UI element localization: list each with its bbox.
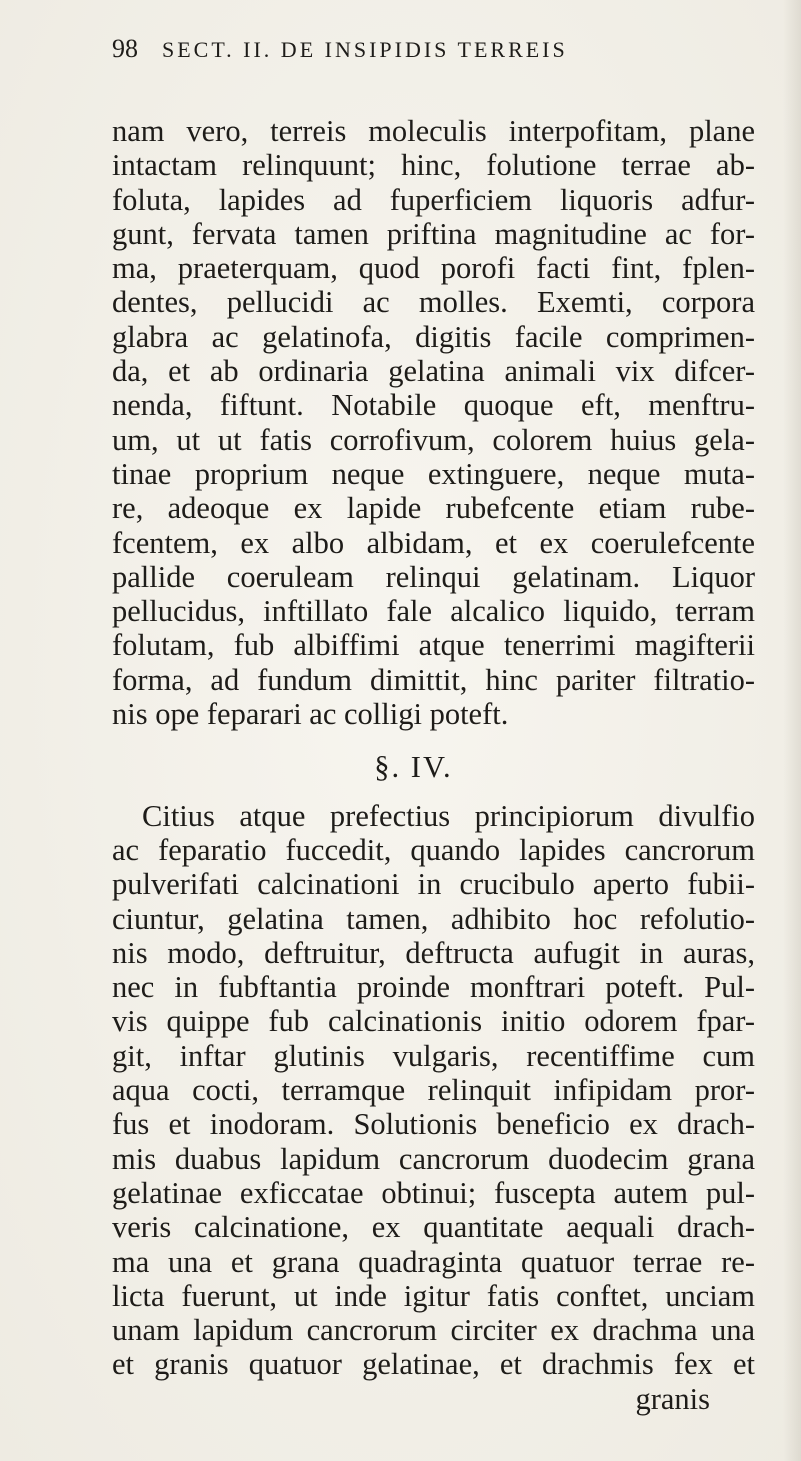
text-line: forma, ad fundum dimittit, hinc pariter filtratio- (112, 662, 755, 697)
text-line: dentes, pellucidi ac molles. Exemti, corpora (112, 285, 755, 320)
text-line: nec in fubftantia proinde monftrari poteft. Pul- (112, 970, 755, 1005)
text-line: licta fuerunt, ut inde igitur fatis conftet, unciam (112, 1278, 755, 1313)
text-line: unam lapidum cancrorum circiter ex drachma una (112, 1313, 755, 1348)
text-line: pallide coeruleam relinqui gelatinam. Liquor (112, 559, 755, 594)
text-line: da, et ab ordinaria gelatina animali vix difcer- (112, 354, 755, 389)
text-line: tinae proprium neque extinguere, neque muta- (112, 456, 755, 491)
text-line: veris calcinatione, ex quantitate aequali drach- (112, 1210, 755, 1245)
text-line: fus et inodoram. Solutionis beneficio ex drach- (112, 1107, 755, 1142)
text-line: Citius atque prefectius principiorum divulfio (142, 798, 755, 833)
running-head (112, 34, 755, 78)
text-line: folutam, fub albiffimi atque tenerrimi magifterii (112, 628, 755, 663)
section-heading: §. IV. (374, 750, 453, 785)
body-text (112, 114, 755, 1416)
text-line: gunt, fervata tamen priftina magnitudine ac for- (112, 216, 755, 251)
paragraph (112, 799, 755, 1382)
page-number: 98 (112, 34, 138, 63)
catchword: granis (635, 1381, 710, 1416)
text-line: nenda, fiftunt. Notabile quoque eft, menftru- (112, 388, 755, 423)
text-line: aqua cocti, terramque relinquit infipidam pror- (112, 1073, 755, 1108)
text-line: um, ut ut fatis corrofivum, colorem huius gela- (112, 422, 755, 457)
text-line: vis quippe fub calcinationis initio odorem fpar- (112, 1004, 755, 1039)
text-line: mis duabus lapidum cancrorum duodecim grana (112, 1141, 755, 1176)
text-line: nam vero, terreis moleculis interpofitam, plane (112, 114, 755, 148)
page-edge-shadow (783, 0, 801, 1461)
text-line: et granis quatuor gelatinae, et drachmis fex et (112, 1347, 755, 1382)
text-line: ma, praeterquam, quod porofi facti fint, fplen- (112, 251, 755, 286)
text-line: ma una et grana quadraginta quatuor terrae re- (112, 1244, 755, 1279)
text-line: intactam relinquunt; hinc, folutione terrae ab- (112, 148, 755, 183)
text-line: pellucidus, inftillato fale alcalico liquido, terram (112, 594, 755, 629)
text-line: ciuntur, gelatina tamen, adhibito hoc refolutio- (112, 901, 755, 936)
text-line: glabra ac gelatinofa, digitis facile comprimen- (112, 319, 755, 354)
text-line: foluta, lapides ad fuperficiem liquoris adfur- (112, 182, 755, 217)
paragraph (112, 114, 755, 731)
text-line: ac feparatio fuccedit, quando lapides cancrorum (112, 832, 755, 867)
text-line: nis ope feparari ac colligi poteft. (112, 697, 509, 732)
running-title: SECT. II. DE INSIPIDIS TERREIS (162, 37, 568, 62)
text-line: git, inftar glutinis vulgaris, recentiffime cum (112, 1038, 755, 1073)
text-line: nis modo, deftruitur, deftructa aufugit in auras, (112, 935, 755, 970)
text-line: gelatinae exficcatae obtinui; fuscepta autem pul- (112, 1175, 755, 1210)
text-line: pulverifati calcinationi in crucibulo aperto fubii- (112, 867, 755, 902)
text-line: re, adeoque ex lapide rubefcente etiam rube- (112, 491, 755, 526)
text-line: fcentem, ex albo albidam, et ex coerulefcente (112, 525, 755, 560)
